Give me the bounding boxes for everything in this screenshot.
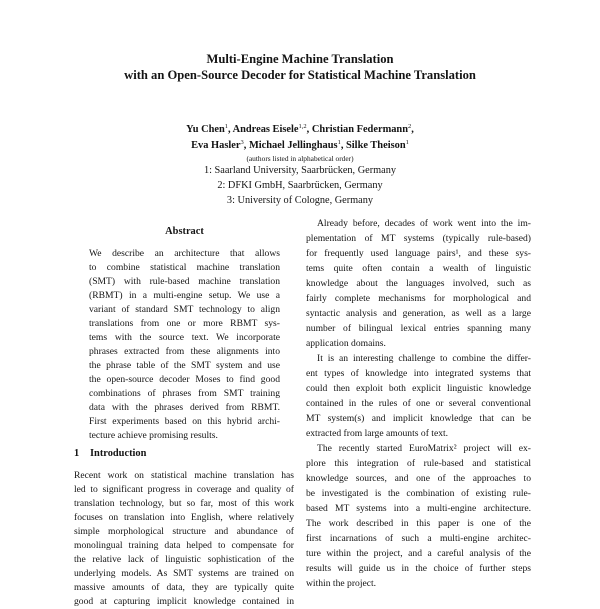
body-line: Already before, decades of work went into the im-	[317, 218, 531, 229]
author-name: Yu Chen	[186, 124, 225, 135]
body-line: The work described in this paper is one of the	[306, 518, 531, 529]
body-line: fairly complete mechanisms for morphological and	[306, 293, 531, 304]
body-line: MT system(s) and implicit knowledge that can be	[306, 413, 531, 424]
author-sep: ,	[306, 124, 312, 135]
author-name: Christian Federmann	[311, 124, 408, 135]
author-affil-sup: 3	[240, 139, 244, 146]
abstract-line: First experiments based on this hybrid archi-	[89, 416, 280, 427]
author-order-note: (authors listed in alphabetical order)	[246, 154, 354, 163]
author-affil-sup: 2	[407, 123, 412, 130]
body-line: plore this integration of rule-based and statistical	[306, 458, 531, 469]
body-line: Recent work on statistical machine translation has	[74, 470, 294, 481]
body-line: It is an interesting challenge to combine the differ-	[317, 353, 531, 364]
body-line: good at capturing implicit knowledge contained in	[74, 596, 294, 607]
author-name: Eva Hasler	[191, 140, 241, 151]
abstract-line: combinations of phrases from SMT training	[89, 388, 280, 399]
abstract-line: the phrase table of the SMT system and use	[89, 360, 280, 371]
section-1-heading	[74, 447, 146, 461]
body-line: could then exploit both explicit linguistic knowledge	[306, 383, 531, 394]
section-number: 1	[74, 448, 80, 459]
author-affil-sup: 1	[224, 123, 228, 130]
abstract-line: translations from one or more RBMT sys-	[89, 318, 280, 329]
body-line: massive amounts of data, they are typically quite	[74, 582, 294, 593]
author-affil-sup: 1	[337, 139, 341, 146]
body-line: based MT systems into a multi-engine architecture.	[306, 503, 531, 514]
body-line: translation technology, but so far, most of this work	[74, 498, 294, 509]
abstract-line: the open-source decoder Moses to find good	[89, 374, 280, 385]
author-affil-sup: 1	[405, 139, 409, 146]
body-line: for frequently used language pairs¹, and these sys-	[306, 248, 531, 259]
affiliation-1: 1: Saarland University, Saarbrücken, Germany	[203, 165, 397, 176]
paper-title-line-1: Multi-Engine Machine Translation	[206, 52, 394, 66]
body-line: number of bilingual lexical entries spanning many	[306, 323, 531, 334]
body-line: syntactic analysis and generation, as well as a large	[306, 308, 531, 319]
abstract-line: (RBMT) in a multi-engine setup. We use a	[89, 290, 280, 301]
body-line: ent types of knowledge into integrated systems that	[306, 368, 531, 379]
body-line: simple morphological structure and abundance of	[74, 526, 294, 537]
body-line: plementation of MT systems (typically rule-based)	[306, 233, 531, 244]
body-line: underlying models. As SMT systems are trained on	[74, 568, 294, 579]
author-sep: ,	[411, 124, 414, 135]
affiliation-2: 2: DFKI GmbH, Saarbrücken, Germany	[217, 180, 383, 191]
abstract-line: data with the phrases derived from RBMT.	[89, 402, 280, 413]
abstract-line: phrases extracted from these alignments into	[89, 346, 280, 357]
body-line: led to significant progress in coverage and quality of	[74, 484, 294, 495]
body-line: contained in the rules of one or several conventional	[306, 398, 531, 409]
abstract-line: We describe an architecture that allows	[89, 248, 280, 259]
author-sep: ,	[340, 140, 347, 151]
body-line: results will guide us in the choice of further steps	[306, 563, 531, 574]
author-affil-sup: 1,2	[298, 123, 307, 130]
abstract-line: tecture achieve promising results.	[89, 430, 218, 441]
body-line: be investigated is the combination of existing rule-	[306, 488, 531, 499]
author-sep: ,	[243, 140, 249, 151]
abstract-heading: Abstract	[165, 226, 204, 237]
abstract-line: variant of standard SMT technology to align	[89, 304, 280, 315]
section-title: Introduction	[90, 448, 147, 459]
body-line: first incarnations of such a multi-engine architec-	[306, 533, 531, 544]
body-line: monolingual training data helped to compensate for	[74, 540, 294, 551]
abstract-line: tems with the source text. We incorporate	[89, 332, 280, 343]
author-name: Andreas Eisele	[232, 124, 299, 135]
body-line: the relative lack of linguistic sophistication of the	[74, 554, 294, 565]
body-line: The recently started EuroMatrix² project will ex-	[317, 443, 531, 454]
paper-title-line-2: with an Open-Source Decoder for Statistical Machine Translation	[124, 68, 476, 82]
body-line: ture within the project, and a careful analysis of the	[306, 548, 531, 559]
body-line: application domains.	[306, 338, 386, 349]
abstract-line: to combine statistical machine translation	[89, 262, 280, 273]
author-name: Silke Theison	[346, 140, 406, 151]
body-line: tems quite often contain a wealth of linguistic	[306, 263, 531, 274]
body-line: knowledge sources, and one of the approaches to	[306, 473, 531, 484]
author-name: Michael Jellinghaus	[248, 140, 338, 151]
author-sep: ,	[228, 124, 233, 135]
body-line: focuses on translation into English, where relatively	[74, 512, 294, 523]
body-line: extracted from large amounts of text.	[306, 428, 449, 439]
body-line: within the project.	[306, 578, 377, 589]
abstract-line: (SMT) with rule-based machine translation	[89, 276, 280, 287]
body-line: knowledge about the languages involved, such as	[306, 278, 531, 289]
affiliation-3: 3: University of Cologne, Germany	[226, 195, 374, 206]
